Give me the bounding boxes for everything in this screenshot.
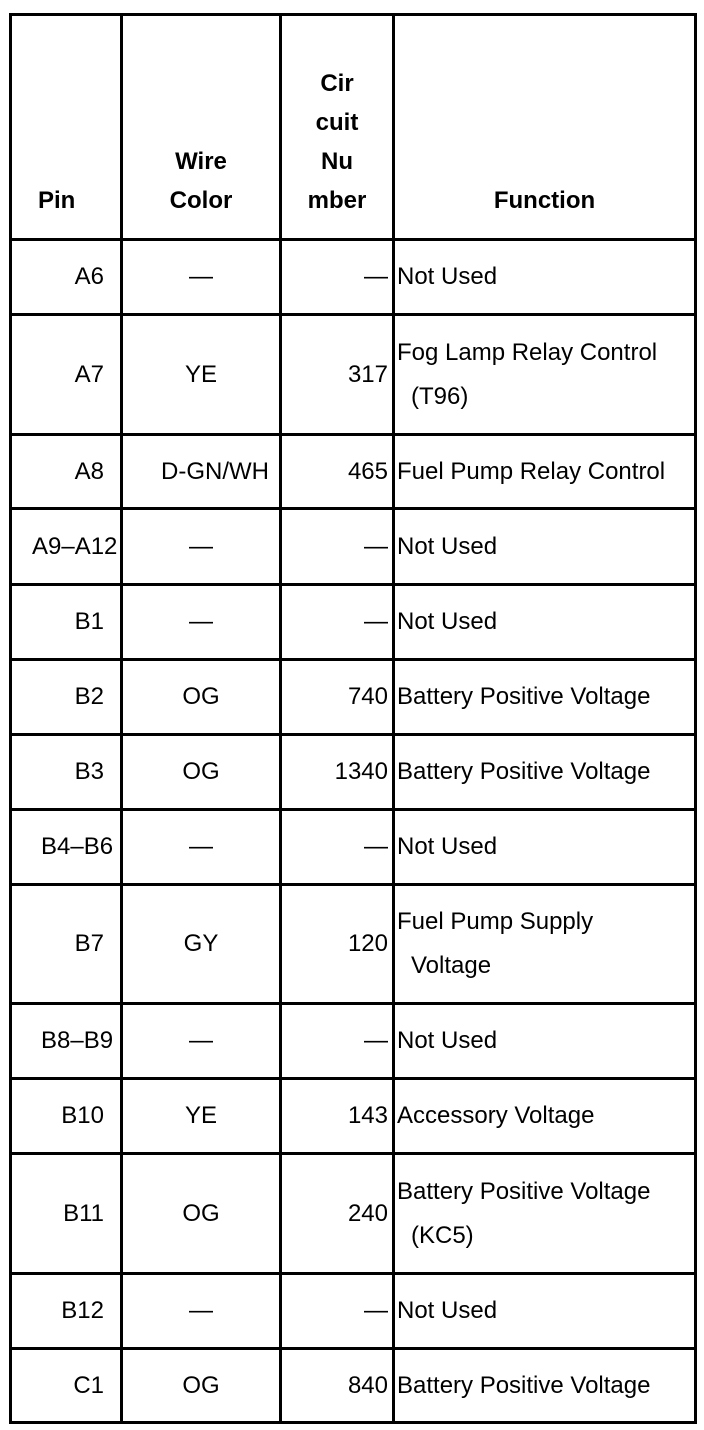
function-line: Not Used bbox=[397, 833, 498, 860]
pin-cell bbox=[11, 1004, 122, 1079]
circuit-number-cell: — bbox=[281, 810, 394, 885]
pin-cell bbox=[11, 810, 122, 885]
circuit-number-cell: — bbox=[281, 240, 394, 315]
wire-color-cell: — bbox=[122, 240, 281, 315]
function-line: Not Used bbox=[397, 1297, 498, 1324]
pin-text: B4–B6 bbox=[41, 833, 114, 860]
header-function: Function bbox=[394, 15, 696, 240]
function-cell bbox=[394, 885, 696, 1004]
function-cell bbox=[394, 810, 696, 885]
function-cell bbox=[394, 1154, 696, 1274]
table-row bbox=[11, 240, 696, 315]
header-circuit-line: Nu bbox=[321, 148, 353, 175]
table-row bbox=[11, 735, 696, 810]
table-row bbox=[11, 1079, 696, 1154]
header-row bbox=[11, 15, 696, 240]
function-line: (T96) bbox=[411, 382, 469, 410]
function-cell bbox=[394, 735, 696, 810]
circuit-number-cell: 465 bbox=[281, 435, 394, 509]
header-wire-color-line: Wire bbox=[175, 148, 227, 175]
connector-pinout-table bbox=[9, 13, 697, 1424]
table-row bbox=[11, 1274, 696, 1349]
function-line: Battery Positive Voltage bbox=[397, 683, 651, 710]
circuit-number-cell: — bbox=[281, 1274, 394, 1349]
circuit-number-cell: — bbox=[281, 1004, 394, 1079]
wire-color-cell bbox=[122, 435, 281, 509]
wire-color-cell: OG bbox=[122, 1154, 281, 1274]
pin-cell: B10 bbox=[11, 1079, 122, 1154]
function-line: Fuel Pump Supply bbox=[397, 908, 594, 935]
table-row bbox=[11, 509, 696, 585]
pin-cell: B7 bbox=[11, 885, 122, 1004]
pin-cell: A6 bbox=[11, 240, 122, 315]
pin-cell: B1 bbox=[11, 585, 122, 660]
pin-cell: C1 bbox=[11, 1349, 122, 1423]
circuit-number-cell: — bbox=[281, 509, 394, 585]
wire-color-text: D-GN/WH bbox=[161, 457, 269, 485]
pin-cell: A7 bbox=[11, 315, 122, 435]
function-cell bbox=[394, 1004, 696, 1079]
circuit-number-cell: 840 bbox=[281, 1349, 394, 1423]
pin-text: A9–A12 bbox=[32, 532, 118, 560]
table-row bbox=[11, 660, 696, 735]
pin-cell bbox=[11, 509, 122, 585]
function-line: Not Used bbox=[397, 608, 498, 635]
function-line: (KC5) bbox=[411, 1221, 474, 1249]
function-line: Fuel Pump Relay Control bbox=[397, 457, 666, 485]
function-cell bbox=[394, 1349, 696, 1423]
header-circuit-number bbox=[281, 15, 394, 240]
header-pin: Pin bbox=[11, 15, 122, 240]
circuit-number-cell: 740 bbox=[281, 660, 394, 735]
function-cell bbox=[394, 435, 696, 509]
function-line: Voltage bbox=[411, 952, 492, 979]
header-wire-color bbox=[122, 15, 281, 240]
wire-color-cell: OG bbox=[122, 735, 281, 810]
header-circuit-line: Cir bbox=[320, 70, 354, 97]
pin-text: B8–B9 bbox=[41, 1027, 114, 1054]
table-row bbox=[11, 435, 696, 509]
pin-cell: B3 bbox=[11, 735, 122, 810]
wire-color-cell: — bbox=[122, 810, 281, 885]
function-cell bbox=[394, 315, 696, 435]
table-row bbox=[11, 1154, 696, 1274]
wire-color-cell: YE bbox=[122, 1079, 281, 1154]
function-line: Battery Positive Voltage bbox=[397, 1177, 651, 1205]
wire-color-cell: — bbox=[122, 1274, 281, 1349]
wire-color-cell: GY bbox=[122, 885, 281, 1004]
pin-cell: B12 bbox=[11, 1274, 122, 1349]
table-row bbox=[11, 885, 696, 1004]
function-cell bbox=[394, 585, 696, 660]
wire-color-cell: — bbox=[122, 585, 281, 660]
pin-cell: B11 bbox=[11, 1154, 122, 1274]
wire-color-cell: — bbox=[122, 509, 281, 585]
circuit-number-cell: 143 bbox=[281, 1079, 394, 1154]
function-cell bbox=[394, 509, 696, 585]
function-line: Battery Positive Voltage bbox=[397, 1371, 651, 1399]
table-row bbox=[11, 1004, 696, 1079]
pin-cell: A8 bbox=[11, 435, 122, 509]
pin-cell: B2 bbox=[11, 660, 122, 735]
function-line: Not Used bbox=[397, 1027, 498, 1054]
function-line: Not Used bbox=[397, 263, 498, 290]
function-cell bbox=[394, 240, 696, 315]
function-cell bbox=[394, 1274, 696, 1349]
circuit-number-cell: 1340 bbox=[281, 735, 394, 810]
function-cell bbox=[394, 1079, 696, 1154]
function-line: Accessory Voltage bbox=[397, 1102, 595, 1129]
header-circuit-line: cuit bbox=[315, 109, 359, 136]
table-row bbox=[11, 1349, 696, 1423]
circuit-number-cell: 120 bbox=[281, 885, 394, 1004]
circuit-number-cell: 240 bbox=[281, 1154, 394, 1274]
circuit-number-cell: 317 bbox=[281, 315, 394, 435]
wire-color-cell: OG bbox=[122, 660, 281, 735]
table-row bbox=[11, 315, 696, 435]
function-cell bbox=[394, 660, 696, 735]
wire-color-cell: OG bbox=[122, 1349, 281, 1423]
table-row bbox=[11, 585, 696, 660]
wire-color-cell: — bbox=[122, 1004, 281, 1079]
function-line: Battery Positive Voltage bbox=[397, 758, 651, 785]
header-circuit-line: mber bbox=[307, 187, 367, 214]
circuit-number-cell: — bbox=[281, 585, 394, 660]
wire-color-cell: YE bbox=[122, 315, 281, 435]
header-wire-color-line: Color bbox=[169, 187, 233, 214]
function-line: Fog Lamp Relay Control bbox=[397, 338, 658, 366]
function-line: Not Used bbox=[397, 532, 498, 560]
table-row bbox=[11, 810, 696, 885]
